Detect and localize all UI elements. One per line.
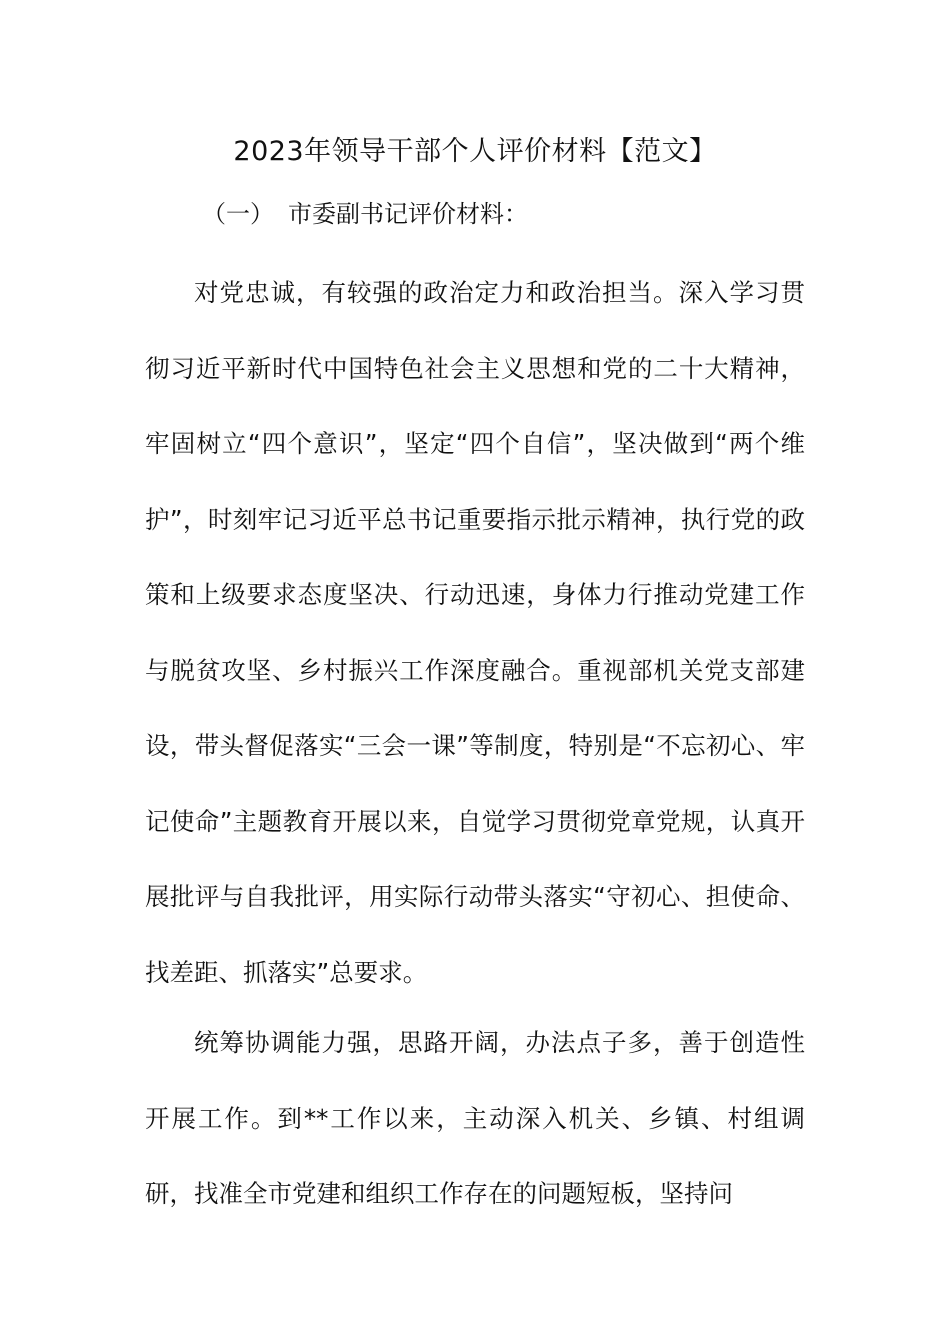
section-number: （一） xyxy=(202,200,274,228)
body-paragraph-1: 对党忠诚，有较强的政治定力和政治担当。深入学习贯彻习近平新时代中国特色社会主义思想和党的二十大精神，牢固树立“四个意识”，坚定“四个自信”，坚决做到“两个维护”，时刻牢记习近平总书记重要指示批示精神，执行党的政策和上级要求态度坚决、行动迅速，身体力行推动党建工作与脱贫攻坚、乡村振兴工作深度融合。重视部机关党支部建设，带头督促落实“三会一课”等制度，特别是“不忘初心、牢记使命”主题教育开展以来，自觉学习贯彻党章党规，认真开展批评与自我批评，用实际行动带头落实“守初心、担使命、找差距、抓落实”总要求。 xyxy=(145,278,805,987)
document-title: 2023年领导干部个人评价材料【范文】 xyxy=(233,136,717,167)
section-heading xyxy=(202,194,528,234)
body-paragraph-2: 统筹协调能力强，思路开阔，办法点子多，善于创造性开展工作。到**工作以来，主动深入机关、乡镇、村组调研，找准全市党建和组织工作存在的问题短板，坚持问 xyxy=(145,1028,805,1208)
section-heading-text: 市委副书记评价材料： xyxy=(288,200,528,228)
